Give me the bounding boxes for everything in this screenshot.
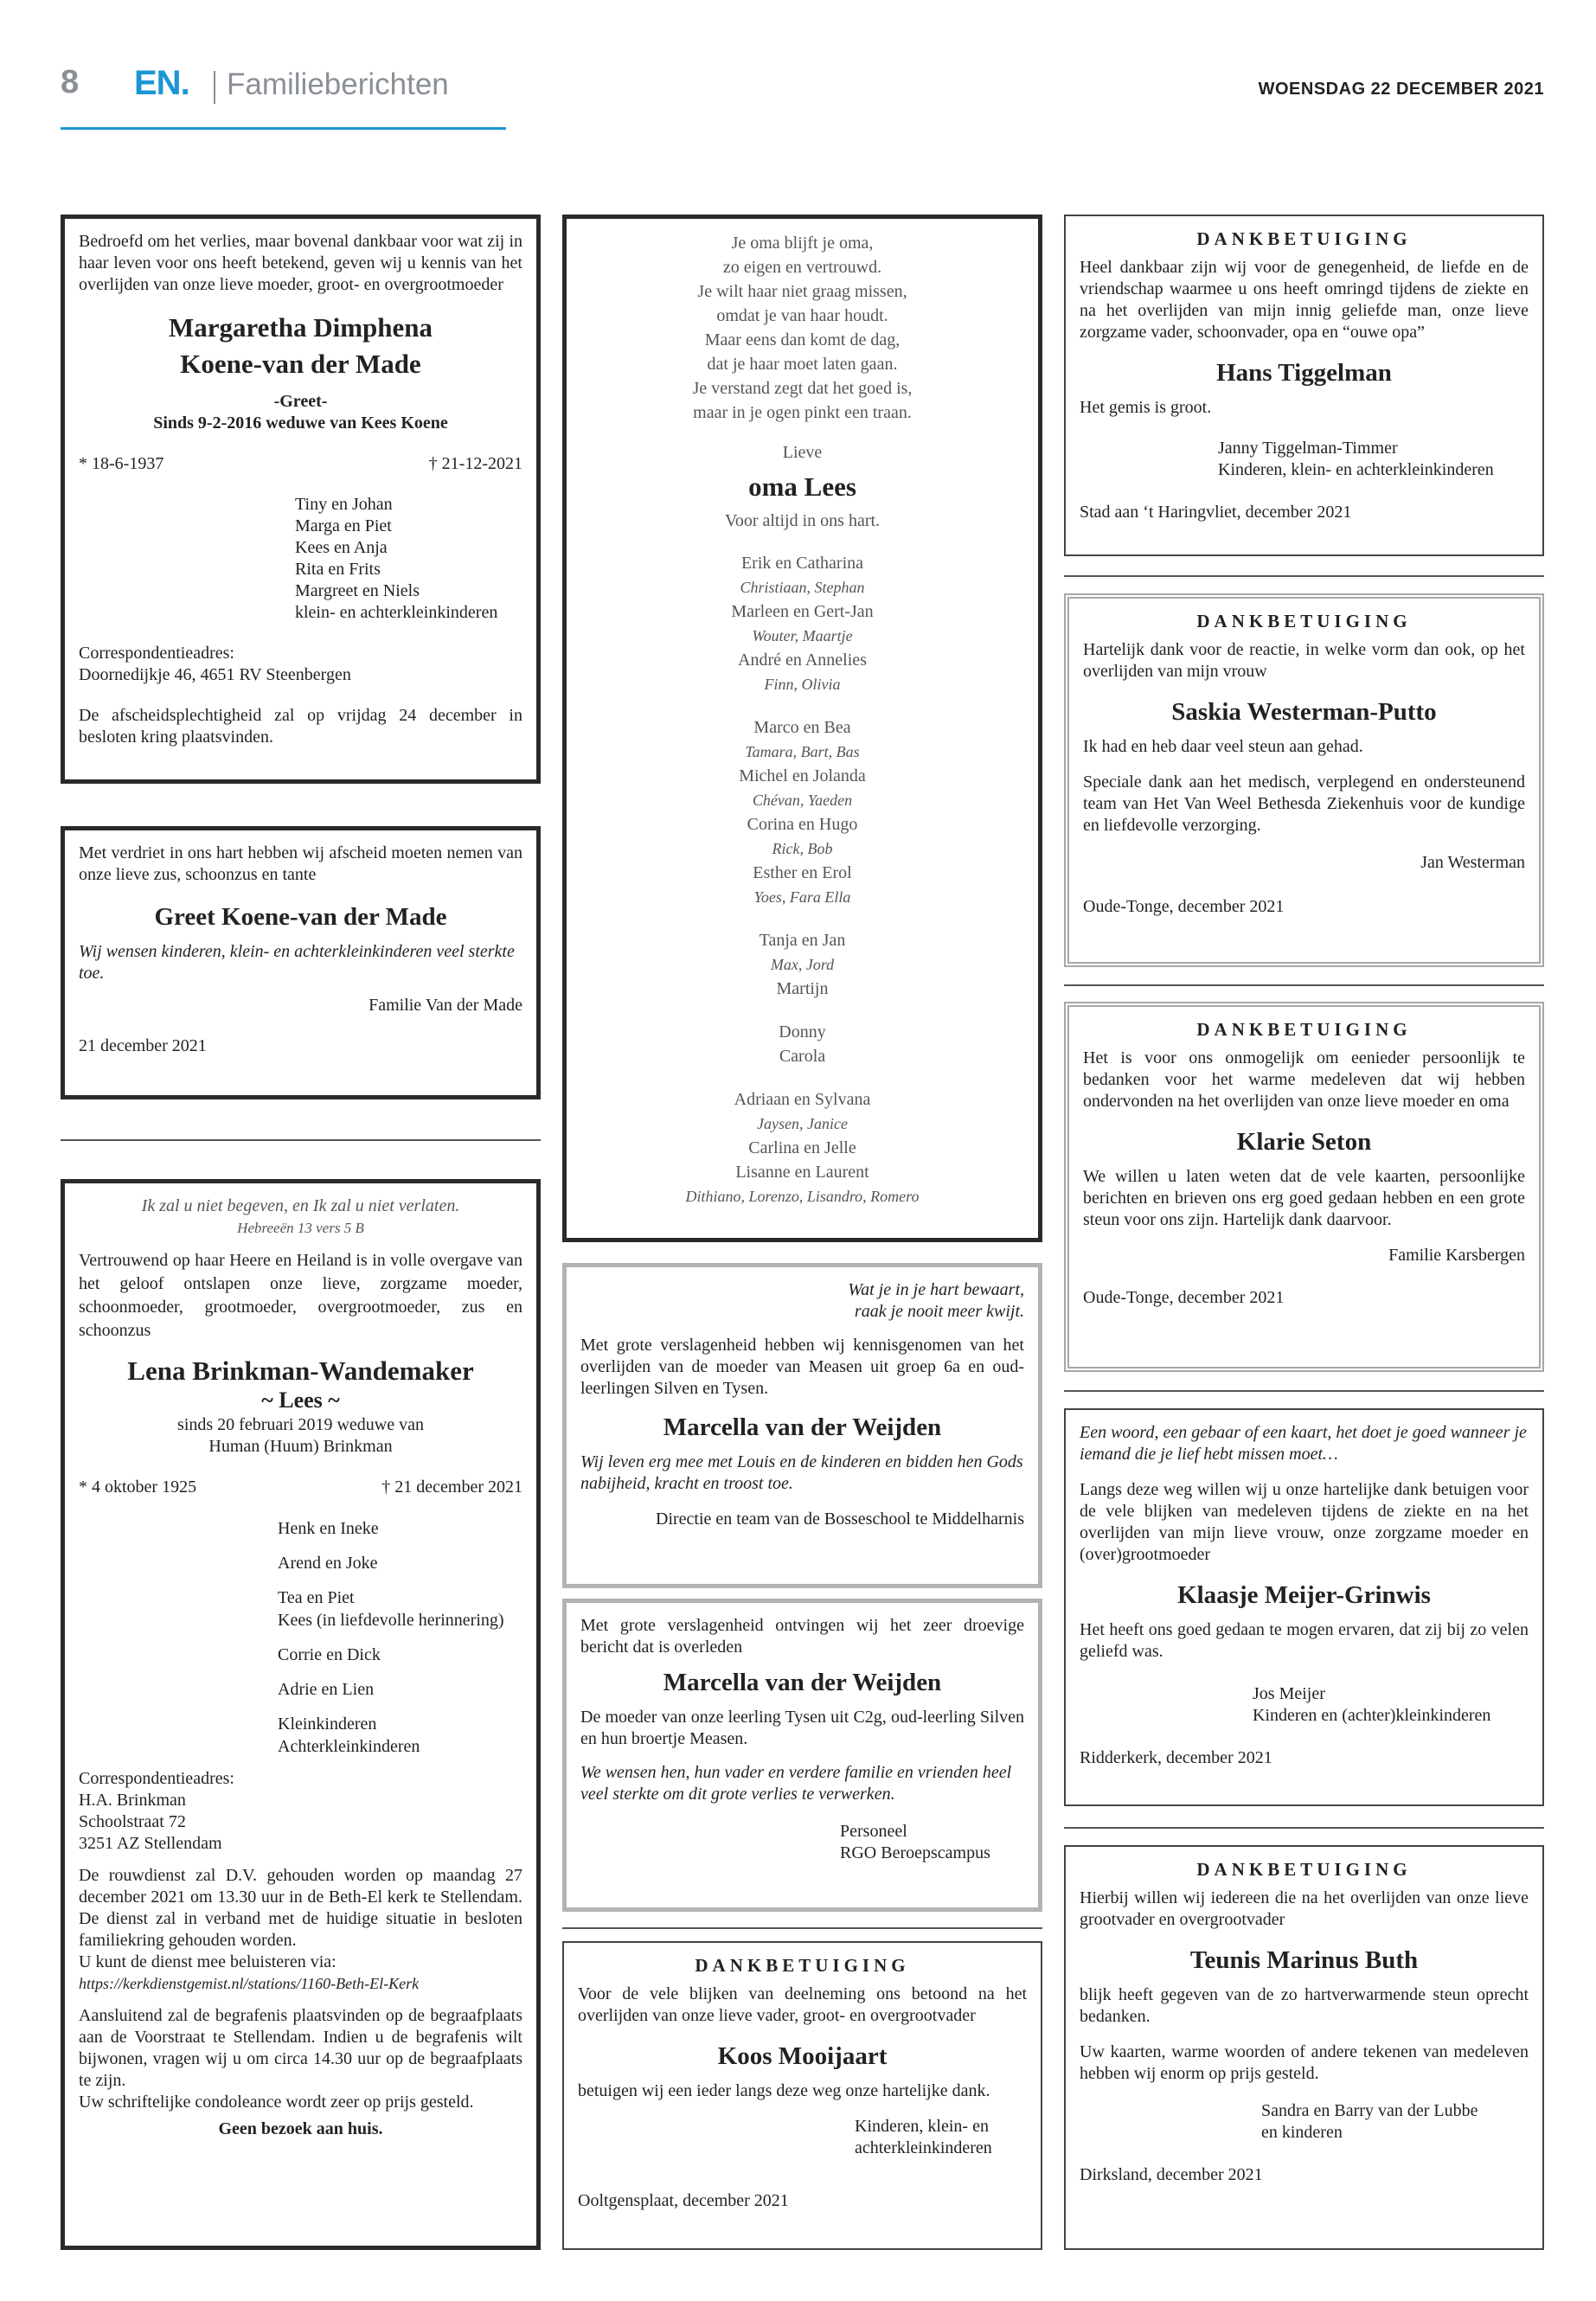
deceased-name: Hans Tiggelman [1216,359,1392,387]
family-member: Carlina en Jelle [748,1138,856,1157]
header-rule [61,127,506,130]
notice-text: De moeder van onze leerling Tysen uit C2g, oud-leerling Silven en hun broertje Measen. [580,1708,1024,1748]
column-rule [562,1927,1042,1929]
place-date: Ridderkerk, december 2021 [1080,1748,1272,1767]
dankbetuiging-heading: DANKBETUIGING [1196,228,1412,249]
family-member: Kees en Anja [295,538,388,557]
dankbetuiging-heading: DANKBETUIGING [1196,1019,1412,1040]
life-dates [79,1477,522,1498]
widow-line: Sinds 9-2-2016 weduwe van Kees Koene [153,413,448,433]
deceased-name: Lena Brinkman-Wandemaker [127,1356,474,1386]
signature-line: Personeel [840,1822,907,1841]
notice-intro: Het is voor ons onmogelijk om eenieder persoonlijk te bedanken voor het warme medeleven dat wij hebben ondervonden na het overlijden van onze lieve moeder en oma [1083,1048,1525,1111]
name-line-2: Koene-van der Made [180,349,421,379]
family-member: Henk en Ineke [278,1519,379,1538]
family-member: Marga en Piet [295,516,392,535]
poem-line: zo eigen en vertrouwd. [722,258,882,277]
family-group [580,551,1024,696]
poem-line: Je wilt haar niet graag missen, [697,282,907,301]
notice-date: 21 december 2021 [79,1036,207,1055]
family-member: Corrie en Dick [278,1645,381,1664]
column-rule [1064,1390,1544,1392]
family-member: Erik en Catharina [740,554,864,573]
page-number: 8 [61,64,80,100]
notice-intro: Vertrouwend op haar Heere en Heiland is in volle overgave van het geloof ontslapen onze lieve, zorgzame moeder, schoonmoeder, grootmoeder, overgrootmoeder, zus en schoonzus [79,1251,522,1340]
family-member: Arend en Joke [278,1554,378,1573]
family-member: Adriaan en Sylvana [734,1090,871,1109]
column-rule [1064,984,1544,986]
deceased-name: Klaasje Meijer-Grinwis [1177,1581,1431,1609]
dankbetuiging-heading: DANKBETUIGING [1196,1859,1412,1880]
signature-line: Kinderen, klein- en [855,2117,989,2136]
grandchildren: Max, Jord [770,956,835,973]
quote-line: raak je nooit meer kwijt. [854,1302,1024,1321]
poem-line: Maar eens dan komt de dag, [704,330,901,349]
notice-intro: Met grote verslagenheid hebben wij kennisgenomen van het overlijden van de moeder van Measen uit groep 6a en oud-leerlingen Silven en Tysen. [580,1336,1024,1398]
dankbetuiging-heading: DANKBETUIGING [695,1955,910,1976]
wish: Wij wensen kinderen, klein- en achterkleinkinderen veel sterkte toe. [79,942,515,983]
address: Doornedijkje 46, 4651 RV Steenbergen [79,665,351,684]
grandchildren: Yoes, Fara Ella [753,888,851,906]
birth-date: * 4 oktober 1925 [79,1477,197,1497]
nickname: ~ Lees ~ [261,1388,340,1413]
salutation: Lieve [782,443,823,462]
address-line: 3251 AZ Stellendam [79,1834,222,1853]
family-member: Esther en Erol [753,863,852,882]
grandchildren: Chévan, Yaeden [752,792,853,809]
signature [1253,1683,1529,1727]
notice-text: Ik had en heb daar veel steun aan gehad. [1083,737,1363,756]
signature: Directie en team van de Bosseschool te Middelharnis [656,1509,1024,1529]
notice-text: Het gemis is groot. [1080,398,1212,417]
deceased-name: Koos Mooijaart [717,2042,888,2070]
notice-intro: Hartelijk dank voor de reactie, in welke vorm dan ook, op het overlijden van mijn vrouw [1083,640,1525,681]
signature-line: Kinderen en (achter)kleinkinderen [1253,1706,1491,1725]
family-list [295,494,522,624]
signature [1261,2100,1529,2144]
address-line: H.A. Brinkman [79,1791,186,1810]
wish: Wij leven erg mee met Louis en de kinderen en bidden hen Gods nabijheid, kracht en troost toe. [580,1452,1023,1493]
header-divider [214,71,215,104]
place-date: Ooltgensplaat, december 2021 [578,2191,789,2210]
grandchildren: Rick, Bob [772,840,833,857]
signature: Familie Karsbergen [1388,1246,1525,1265]
family-member: Rita en Frits [295,560,381,579]
family-group [580,1087,1024,1208]
notice-intro: Met verdriet in ons hart hebben wij afscheid moeten nemen van onze lieve zus, schoonzus en tante [79,843,522,884]
poem-line: maar in je ogen pinkt een traan. [693,403,912,422]
family-member: Achterkleinkinderen [278,1737,420,1756]
poem-line: dat je haar moet laten gaan. [707,355,898,374]
notice-intro: Met grote verslagenheid ontvingen wij het zeer droevige bericht dat is overleden [580,1616,1024,1657]
notice-text: Speciale dank aan het medisch, verplegend en ondersteunend team van Het Van Weel Bethesda Ziekenhuis voor de kundige en liefdevolle verzorging. [1083,772,1525,835]
family-group [580,1020,1024,1068]
deceased-name: Marcella van der Weijden [663,1413,942,1441]
family-member: Tanja en Jan [759,931,846,950]
place-date: Oude-Tonge, december 2021 [1083,1288,1285,1307]
address-label: Correspondentieadres: [79,1769,234,1788]
death-date: † 21 december 2021 [381,1477,522,1497]
notice-hans-tiggelman [1064,215,1544,556]
signature [855,2116,1027,2159]
grandchildren: Finn, Olivia [764,676,841,693]
signature-line: Jos Meijer [1253,1684,1325,1703]
quote: Een woord, een gebaar of een kaart, het doet je goed wanneer je iemand die je lief hebt missen moet… [1080,1423,1527,1464]
poem-line: omdat je van haar houdt. [716,306,888,325]
family-member: Adrie en Lien [278,1680,375,1699]
grandchildren: Dithiano, Lorenzo, Lisandro, Romero [685,1188,920,1205]
notice-text: We willen u laten weten dat de vele kaarten, persoonlijke berichten en brieven ons erg goed gedaan hebben en een grote steun voor ons zijn. Hartelijk dank daarvoor. [1083,1167,1525,1229]
name-line-1: Margaretha Dimphena [168,312,433,343]
quote-line: Wat je in je hart bewaart, [848,1280,1024,1299]
signature-line: en kinderen [1261,2123,1343,2142]
family-member: Kees (in liefdevolle herinnering) [278,1611,504,1630]
notice-klarie-seton [1064,1002,1544,1372]
ceremony-info: De afscheidsplechtigheid zal op vrijdag 24 december in besloten kring plaatsvinden. [79,706,522,747]
family-member: Corina en Hugo [747,815,858,834]
family-member: André en Annelies [738,651,867,670]
signature-line: achterkleinkinderen [855,2138,992,2157]
stream-link[interactable]: https://kerkdienstgemist.nl/stations/1160-Beth-El-Kerk [79,1975,420,1992]
nickname: -Greet- [273,392,328,411]
dankbetuiging-heading: DANKBETUIGING [1196,611,1412,631]
family-group [580,715,1024,909]
deceased-name: Teunis Marinus Buth [1189,1946,1419,1974]
notice-intro: Hierbij willen wij iedereen die na het overlijden van onze lieve grootvader en overgrootvader [1080,1888,1529,1929]
deceased-name [79,310,522,382]
grandchildren: Wouter, Maartje [752,627,853,644]
family-member: Michel en Jolanda [739,766,866,785]
deceased-name: Marcella van der Weijden [663,1669,942,1696]
poem-line: Je oma blijft je oma, [731,234,874,253]
grandchildren: Jaysen, Janice [757,1115,848,1132]
newspaper-logo: EN. [134,64,189,102]
signature [1218,438,1529,481]
notice-greet-koene [61,826,541,1099]
family-member: Martijn [776,979,829,998]
notice-text: Het heeft ons goed gedaan te mogen ervaren, dat zij bij zo velen geliefd was. [1080,1620,1529,1661]
column-rule [1064,575,1544,577]
grandchildren: Tamara, Bart, Bas [745,743,860,760]
poem-line: Je verstand zegt dat het goed is, [692,379,913,398]
notice-saskia-westerman [1064,593,1544,967]
family-list [278,1517,522,1758]
family-group [580,928,1024,1001]
notice-intro: Langs deze weg willen wij u onze hartelijke dank betuigen voor de vele blijken van medeleven tijdens de ziekte en na het overlijden van mijn lieve vrouw, onze zorgzame moeder en (over)grootmoeder [1080,1480,1529,1564]
notice-marcella-bosseschool [562,1263,1042,1588]
forever-line: Voor altijd in ons hart. [724,511,881,530]
column-rule [61,1139,541,1141]
family-member: Tiny en Johan [295,495,393,514]
edition-date: WOENSDAG 22 DECEMBER 2021 [1258,80,1544,99]
family-member: Marco en Bea [753,718,851,737]
place-date: Oude-Tonge, december 2021 [1083,897,1285,916]
place-date: Dirksland, december 2021 [1080,2165,1263,2184]
burial-info: Aansluitend zal de begrafenis plaatsvinden op de begraafplaats aan de Voorstraat te Stellendam. Indien u de begrafenis wilt bijwonen, vragen wij u om circa 14.30 uur op de begraafplaats te zijn. [79,2006,522,2090]
signature-line: RGO Beroepscampus [840,1843,990,1862]
condolence-info: Uw schriftelijke condoleance wordt zeer op prijs gesteld. [79,2093,474,2112]
family-member: Kleinkinderen [278,1715,377,1734]
bible-verse: Ik zal u niet begeven, en Ik zal u niet verlaten. [141,1196,460,1215]
notice-intro: Voor de vele blijken van deelneming ons betoond na het overlijden van onze lieve vader, groot- en overgrootvader [578,1984,1027,2025]
family-member: Tea en Piet [278,1588,355,1607]
signature-line: Kinderen, klein- en achterkleinkinderen [1218,460,1494,479]
notice-text: betuigen wij een ieder langs deze weg onze hartelijke dank. [578,2081,990,2100]
grandchildren: Christiaan, Stephan [740,579,865,596]
death-date: † 21-12-2021 [428,454,522,473]
place-date: Stad aan ‘t Haringvliet, december 2021 [1080,503,1352,522]
family-member: Margreet en Niels [295,581,420,600]
signature: Jan Westerman [1420,853,1525,872]
notice-margaretha-koene [61,215,541,784]
family-member: Marleen en Gert-Jan [731,602,874,621]
notice-lena-brinkman [61,1179,541,2250]
deceased-name: Saskia Westerman-Putto [1171,698,1437,726]
signature: Familie Van der Made [369,996,522,1015]
deceased-name: Klarie Seton [1236,1128,1372,1156]
notice-intro: Heel dankbaar zijn wij voor de genegenheid, de liefde en de vriendschap waarmee u ons heeft omringd tijdens de ziekte en na het overlijden van mijn innig geliefde man, onze lieve zorgzame vader, schoonvader, opa en “ouwe opa” [1080,258,1529,342]
deceased-name: Greet Koene-van der Made [154,903,447,931]
service-info: De rouwdienst zal D.V. gehouden worden op maandag 27 december 2021 om 13.30 uur in de Beth-El kerk te Stellendam. De dienst zal in verband met de huidige situatie in besloten familiekring gehouden worden. [79,1866,522,1950]
signature [840,1821,1024,1864]
notice-text: blijk heeft gegeven van de zo hartverwarmende steun oprecht bedanken. [1080,1985,1529,2026]
birth-date: * 18-6-1937 [79,454,164,473]
widow-line-2: Human (Huum) Brinkman [208,1437,393,1456]
notice-koos-mooijaart [562,1941,1042,2250]
notice-oma-lees [562,215,1042,1242]
widow-line-1: sinds 20 februari 2019 weduwe van [177,1415,424,1434]
address-label: Correspondentieadres: [79,644,234,663]
bible-reference: Hebreeën 13 vers 5 B [237,1220,364,1236]
notice-klaasje-meijer [1064,1408,1544,1806]
notice-teunis-buth [1064,1845,1544,2250]
listen-info: U kunt de dienst mee beluisteren via: [79,1952,337,1971]
poem [580,231,1024,425]
deceased-name: oma Lees [748,471,856,502]
family-member: klein- en achterkleinkinderen [295,603,498,622]
notice-marcella-rgo [562,1599,1042,1912]
family-member: Carola [779,1047,826,1066]
life-dates [79,453,522,475]
column-rule [1064,1827,1544,1829]
no-visit-note: Geen bezoek aan huis. [218,2119,383,2138]
family-member: Lisanne en Laurent [735,1163,869,1182]
wish: We wensen hen, hun vader en verdere familie en vrienden heel veel sterkte om dit grote verlies te verwerken. [580,1763,1012,1804]
address-line: Schoolstraat 72 [79,1812,186,1831]
notice-text: Uw kaarten, warme woorden of andere tekenen van medeleven hebben wij enorm op prijs gesteld. [1080,2042,1529,2083]
family-member: Donny [779,1022,826,1042]
notice-intro: Bedroefd om het verlies, maar bovenal dankbaar voor wat zij in haar leven voor ons heeft betekend, geven wij u kennis van het overlijden van onze lieve moeder, groot- en overgrootmoeder [79,232,522,294]
signature-line: Sandra en Barry van der Lubbe [1261,2101,1478,2120]
section-title: Familieberichten [227,67,449,101]
signature-line: Janny Tiggelman-Timmer [1218,439,1398,458]
